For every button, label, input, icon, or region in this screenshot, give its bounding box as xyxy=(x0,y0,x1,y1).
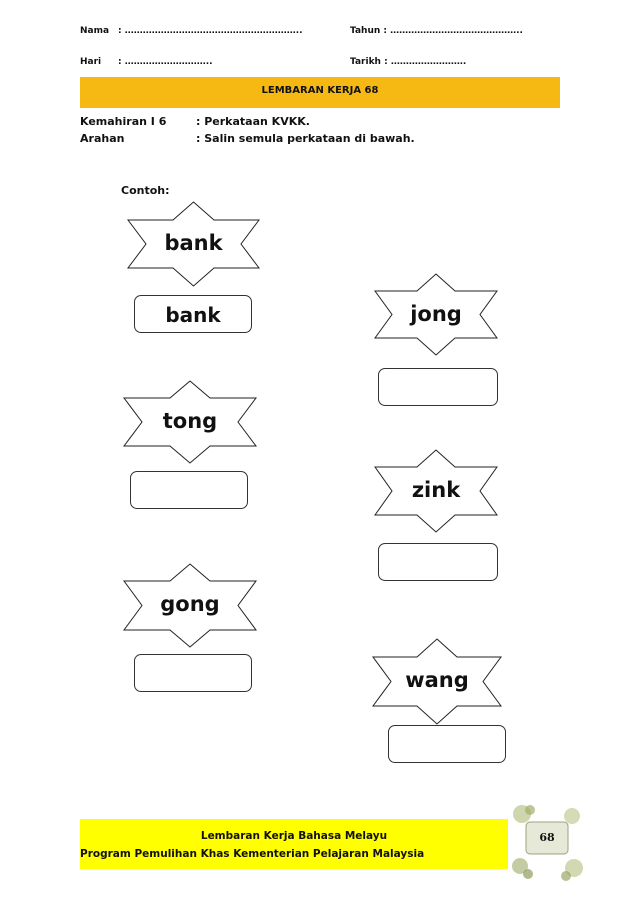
skill-label: Kemahiran I 6 xyxy=(80,115,167,128)
word-star-gong xyxy=(122,563,258,648)
nama-label: Nama xyxy=(80,26,110,36)
answer-box-tong[interactable] xyxy=(130,471,248,509)
arahan-label: Arahan xyxy=(80,132,125,145)
arahan-value: : Salin semula perkataan di bawah. xyxy=(196,132,415,145)
tahun-field[interactable]: Tahun : …………………………………….. xyxy=(350,26,523,36)
word-star-wang xyxy=(371,638,503,725)
word-tong: tong xyxy=(162,409,218,433)
worksheet-title: LEMBARAN KERJA 68 xyxy=(261,85,379,96)
word-star-zink xyxy=(373,449,499,533)
hari-label: Hari xyxy=(80,57,102,67)
hari-field[interactable]: : ……………………….. xyxy=(118,57,213,67)
tarikh-field[interactable]: Tarikh : ……………………. xyxy=(350,57,467,67)
answer-box-example xyxy=(134,295,252,333)
word-star-tong xyxy=(122,380,258,464)
answer-box-jong[interactable] xyxy=(378,368,498,406)
footer-line-1: Lembaran Kerja Bahasa Melayu xyxy=(200,830,388,842)
footer-line-2: Program Pemulihan Khas Kementerian Pelajaran Malaysia xyxy=(80,848,425,860)
page-badge xyxy=(510,802,584,882)
answer-box-zink[interactable] xyxy=(378,543,498,581)
word-gong: gong xyxy=(160,592,220,616)
footer-bar xyxy=(80,819,508,869)
word-example: bank xyxy=(164,231,223,255)
word-star-jong xyxy=(373,273,499,356)
answer-box-wang[interactable] xyxy=(388,725,506,763)
word-wang: wang xyxy=(405,668,469,692)
page-number: 68 xyxy=(539,831,555,844)
nama-field[interactable]: : ………………………………………………….. xyxy=(118,26,303,36)
answer-box-gong[interactable] xyxy=(134,654,252,692)
skill-value: : Perkataan KVKK. xyxy=(196,115,310,128)
example-answer: bank xyxy=(165,303,221,327)
title-bar xyxy=(80,77,560,108)
word-zink: zink xyxy=(411,478,461,502)
word-jong: jong xyxy=(410,302,462,326)
word-star-bank xyxy=(126,201,261,287)
example-label: Contoh: xyxy=(121,184,170,197)
